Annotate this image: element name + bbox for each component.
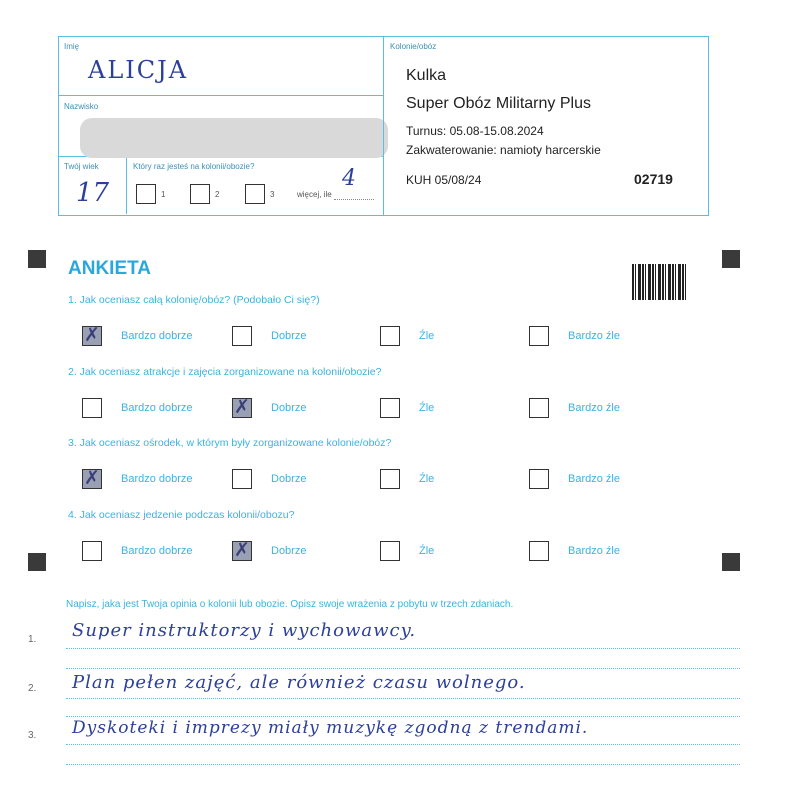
q4-option-bardzo-dobrze[interactable]: [82, 541, 102, 561]
more-label: więcej, ile: [297, 190, 332, 199]
q4-option-bardzo-zle[interactable]: [529, 541, 549, 561]
last-name-redacted: [80, 118, 388, 158]
option-label: Źle: [419, 330, 435, 342]
opinion-response-3[interactable]: Dyskoteki i imprezy miały muzykę zgodną z trendami.: [72, 718, 589, 738]
accommodation-text: Zakwaterowanie: namioty harcerskie: [406, 143, 601, 157]
divider: [58, 95, 384, 96]
option-label: Źle: [419, 545, 435, 557]
survey-title: ANKIETA: [68, 258, 152, 279]
q3-option-zle[interactable]: [380, 469, 400, 489]
option-label: Bardzo dobrze: [121, 473, 193, 485]
row-number: 2.: [28, 683, 37, 694]
option-label: Bardzo źle: [568, 402, 620, 414]
option-label: Bardzo źle: [568, 473, 620, 485]
q1-option-bardzo-dobrze[interactable]: [82, 326, 102, 346]
writing-line: [66, 668, 740, 669]
corner-marker: [28, 553, 46, 571]
more-dotline: [334, 199, 374, 200]
times-checkbox-2[interactable]: [190, 184, 210, 204]
age-field[interactable]: 17: [76, 178, 110, 208]
times-option-label: 2: [215, 190, 220, 199]
writing-line: [66, 648, 740, 649]
checkmark-x-icon: ✗: [84, 324, 100, 346]
divider: [126, 156, 127, 214]
question-1: 1. Jak oceniasz całą kolonię/obóz? (Podobało Ci się?): [68, 294, 320, 306]
q3-option-bardzo-dobrze[interactable]: [82, 469, 102, 489]
option-label: Źle: [419, 473, 435, 485]
writing-line: [66, 744, 740, 745]
first-name-field[interactable]: ALICJA: [88, 56, 189, 84]
times-label: Który raz jesteś na kolonii/obozie?: [133, 162, 255, 171]
turnus-text: Turnus: 05.08-15.08.2024: [406, 124, 544, 138]
checkmark-x-icon: ✗: [234, 539, 250, 561]
last-name-label: Nazwisko: [64, 102, 99, 111]
q4-option-dobrze[interactable]: [232, 541, 252, 561]
option-label: Bardzo źle: [568, 545, 620, 557]
option-label: Dobrze: [271, 402, 307, 414]
q2-option-bardzo-zle[interactable]: [529, 398, 549, 418]
checkmark-x-icon: ✗: [84, 467, 100, 489]
q2-option-dobrze[interactable]: [232, 398, 252, 418]
corner-marker: [28, 250, 46, 268]
times-checkbox-1[interactable]: [136, 184, 156, 204]
camp-code: KUH 05/08/24: [406, 173, 482, 187]
option-label: Dobrze: [271, 545, 307, 557]
q3-option-dobrze[interactable]: [232, 469, 252, 489]
writing-line: [66, 716, 740, 717]
barcode-icon: [632, 264, 688, 300]
camp-program: Super Obóz Militarny Plus: [406, 95, 591, 112]
writing-line: [66, 764, 740, 765]
camp-name: Kulka: [406, 67, 447, 84]
option-label: Dobrze: [271, 330, 307, 342]
writing-line: [66, 698, 740, 699]
camp-label: Kolonie/obóz: [390, 42, 437, 51]
question-3: 3. Jak oceniasz ośrodek, w którym były zorganizowane kolonie/obóz?: [68, 437, 392, 449]
form-number: 02719: [634, 171, 673, 187]
q1-option-dobrze[interactable]: [232, 326, 252, 346]
option-label: Źle: [419, 402, 435, 414]
corner-marker: [722, 553, 740, 571]
opinion-response-1[interactable]: Super instruktorzy i wychowawcy.: [72, 620, 417, 641]
option-label: Bardzo dobrze: [121, 402, 193, 414]
option-label: Bardzo źle: [568, 330, 620, 342]
more-field[interactable]: 4: [342, 166, 356, 191]
times-option-label: 1: [161, 190, 166, 199]
row-number: 3.: [28, 730, 37, 741]
q4-option-zle[interactable]: [380, 541, 400, 561]
age-label: Twój wiek: [64, 162, 99, 171]
question-2: 2. Jak oceniasz atrakcje i zajęcia zorganizowane na kolonii/obozie?: [68, 366, 382, 378]
times-checkbox-3[interactable]: [245, 184, 265, 204]
q2-option-bardzo-dobrze[interactable]: [82, 398, 102, 418]
q2-option-zle[interactable]: [380, 398, 400, 418]
q1-option-bardzo-zle[interactable]: [529, 326, 549, 346]
question-4: 4. Jak oceniasz jedzenie podczas kolonii/obozu?: [68, 509, 295, 521]
row-number: 1.: [28, 634, 37, 645]
opinion-prompt: Napisz, jaka jest Twoja opinia o kolonii lub obozie. Opisz swoje wrażenia z pobytu w trzech zdaniach.: [66, 599, 514, 610]
checkmark-x-icon: ✗: [234, 396, 250, 418]
option-label: Bardzo dobrze: [121, 545, 193, 557]
q3-option-bardzo-zle[interactable]: [529, 469, 549, 489]
option-label: Bardzo dobrze: [121, 330, 193, 342]
times-option-label: 3: [270, 190, 275, 199]
corner-marker: [722, 250, 740, 268]
opinion-response-2[interactable]: Plan pełen zajęć, ale również czasu wolnego.: [72, 672, 526, 693]
q1-option-zle[interactable]: [380, 326, 400, 346]
option-label: Dobrze: [271, 473, 307, 485]
first-name-label: Imię: [64, 42, 80, 51]
